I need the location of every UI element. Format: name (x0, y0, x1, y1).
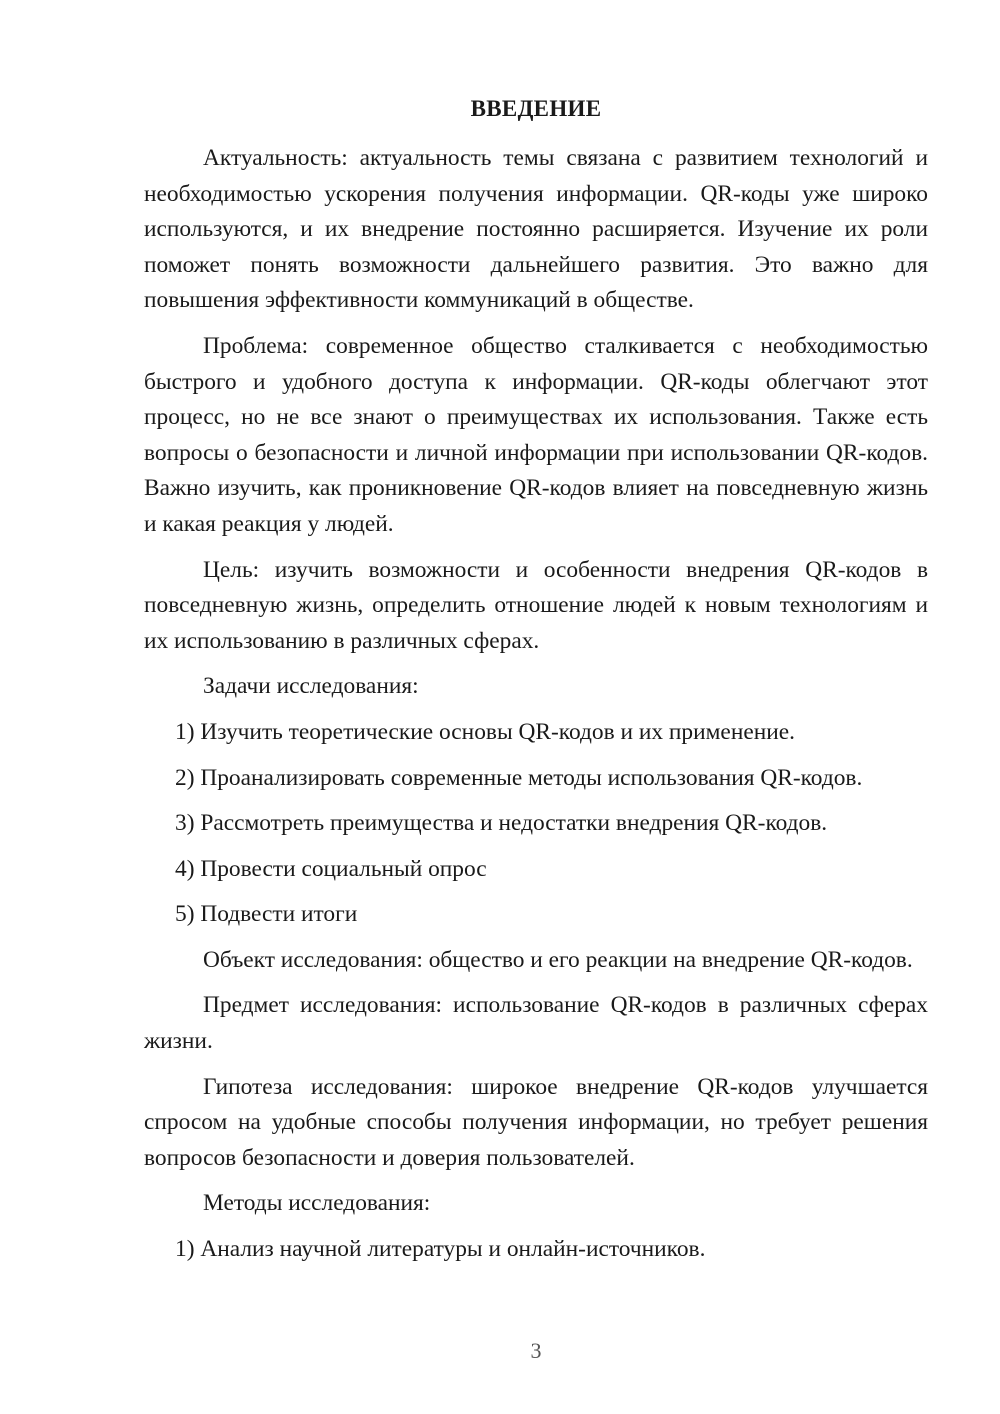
task-item: 5) Подвести итоги (175, 901, 358, 928)
object-paragraph: Объект исследования: общество и его реакции на внедрение QR-кодов. (203, 946, 913, 973)
goal-paragraph: Цель: изучить возможности и особенности внедрения QR-кодов в повседневную жизнь, определить отношение людей к новым технологиям и их использованию в различных сферах. (144, 556, 928, 654)
task-item: 3) Рассмотреть преимущества и недостатки внедрения QR-кодов. (175, 810, 828, 837)
subject-paragraph: Предмет исследования: использование QR-кодов в различных сферах жизни. (144, 992, 928, 1055)
document-body (144, 141, 928, 1268)
methods-heading: Методы исследования: (203, 1190, 431, 1217)
method-item: 1) Анализ научной литературы и онлайн-источников. (175, 1236, 706, 1263)
page-title: ВВЕДЕНИЕ (470, 96, 602, 121)
problem-paragraph: Проблема: современное общество сталкивается с необходимостью быстрого и удобного доступа к информации. QR-коды облегчают этот процесс, но не все знают о преимуществах их использования. Также есть вопросы о безопасности и личной информации при использовании QR-кодов. Важно изучить, как проникновение QR-кодов влияет на повседневную жизнь и какая реакция у людей. (144, 332, 928, 537)
task-item: 1) Изучить теоретические основы QR-кодов и их применение. (175, 718, 795, 745)
task-item: 4) Провести социальный опрос (175, 855, 487, 882)
task-item: 2) Проанализировать современные методы использования QR-кодов. (175, 764, 863, 791)
hypothesis-paragraph: Гипотеза исследования: широкое внедрение QR-кодов улучшается спросом на удобные способы получения информации, но требует решения вопросов безопасности и доверия пользователей. (144, 1073, 928, 1171)
page-number: 3 (530, 1338, 542, 1363)
tasks-heading: Задачи исследования: (203, 673, 419, 700)
relevance-paragraph: Актуальность: актуальность темы связана с развитием технологий и необходимостью ускорения получения информации. QR-коды уже широко используются, и их внедрение постоянно расширяется. Изучение их роли поможет понять возможности дальнейшего развития. Это важно для повышения эффективности коммуникаций в обществе. (144, 145, 928, 314)
